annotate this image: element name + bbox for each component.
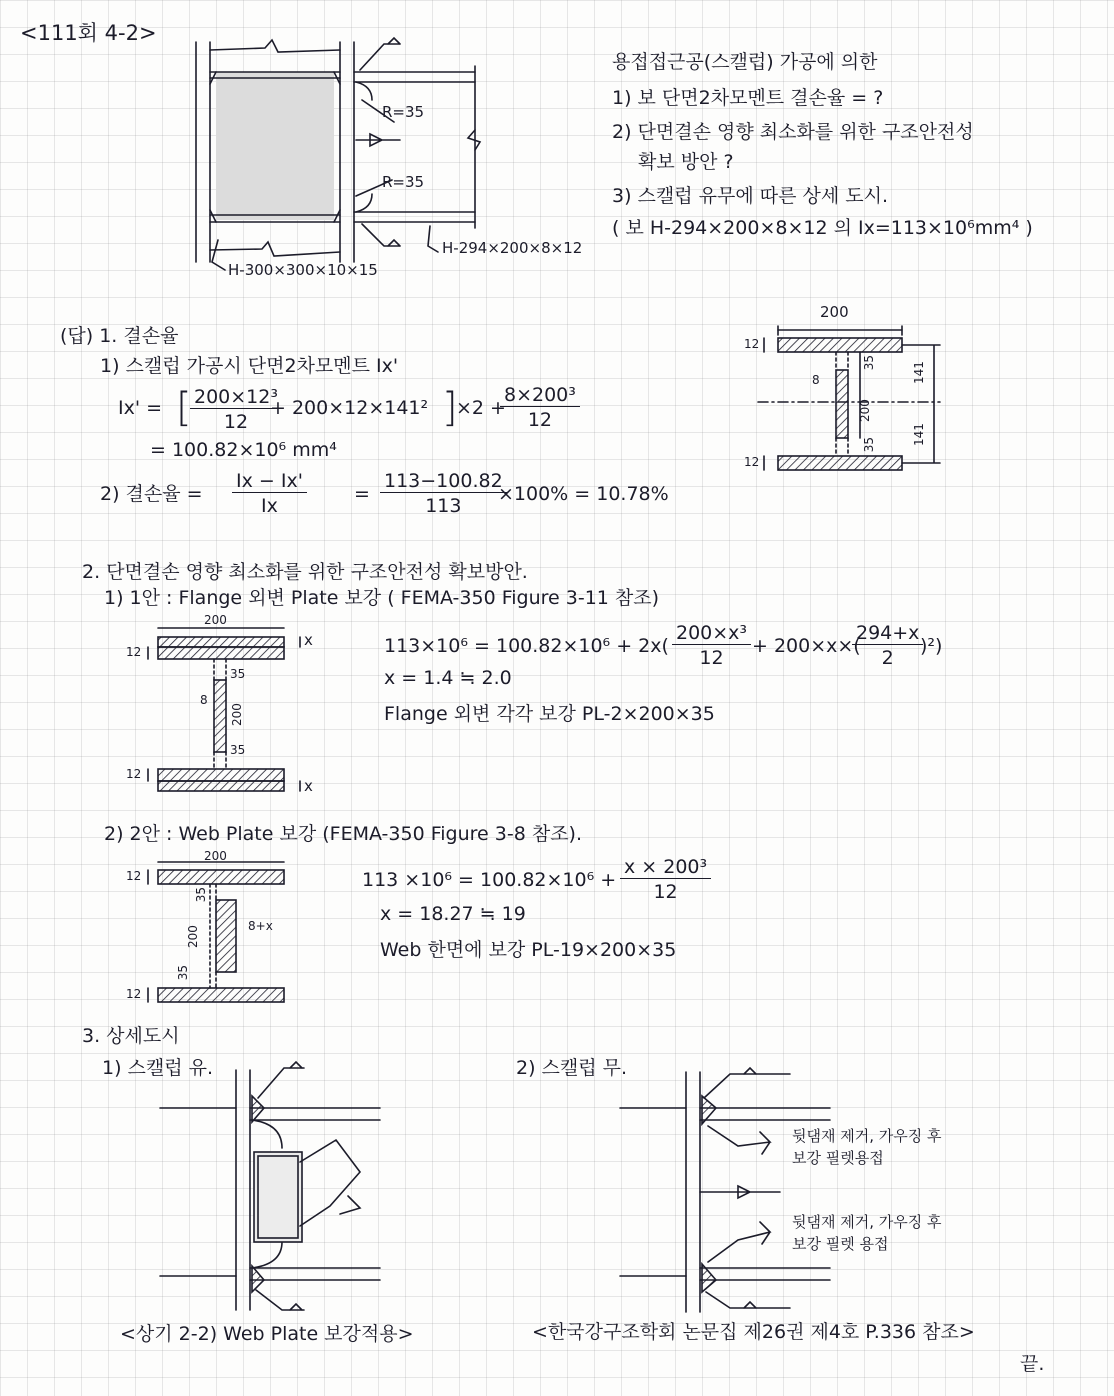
- eq1-frac2: [500, 384, 580, 431]
- question-2a: 2) 단면결손 영향 최소화를 위한 구조안전성: [612, 121, 974, 143]
- section-half-top-label: 141: [911, 361, 926, 385]
- eq1-open-bracket: [: [176, 385, 192, 431]
- opt2-frac: [620, 856, 711, 903]
- option1-figure: [148, 628, 300, 791]
- opt1-frac1: [672, 622, 751, 669]
- opt1-fig-flange-top: 12: [126, 645, 142, 659]
- answer-heading: (답) 1. 결손율: [60, 325, 179, 347]
- opt2-x-value: x = 18.27 ≒ 19: [380, 903, 526, 925]
- option1-heading: 1) 1안 : Flange 외변 Plate 보강 ( FEMA-350 Figure 3-11 참조): [104, 587, 660, 609]
- opt2-result: Web 한면에 보강 PL-19×200×35: [380, 939, 677, 961]
- part2-heading: 2. 단면결손 영향 최소화를 위한 구조안전성 확보방안.: [82, 561, 528, 583]
- part3-heading: 3. 상세도시: [82, 1025, 180, 1047]
- eq1-bracket-tail: + 200×12×141²: [270, 397, 429, 419]
- opt2-eq-lhs: 113 ×10⁶ = 100.82×10⁶ +: [362, 869, 617, 891]
- section-half-bot-label: 141: [911, 423, 926, 447]
- opt1-fig-x-bot: x: [304, 777, 313, 795]
- question-1: 1) 보 단면2차모멘트 결손율 = ?: [612, 87, 884, 109]
- opt1-eq-lhs: 113×10⁶ = 100.82×10⁶ + 2x(: [384, 635, 669, 657]
- beam-section-figure: [758, 326, 940, 470]
- section-flange-bot-label: 12: [744, 455, 760, 469]
- problem-number: <111회 4-2>: [20, 21, 157, 45]
- opt1-fig-flange-bot: 12: [126, 767, 142, 781]
- given-data: ( 보 H-294×200×8×12 의 Ix=113×10⁶mm⁴ ): [612, 217, 1033, 239]
- opt2-fig-web-h: 200: [185, 925, 200, 949]
- section-web-h-label: 200: [857, 399, 872, 423]
- eq1-frac1-den: 12: [223, 411, 249, 433]
- opt1-result: Flange 외변 각각 보강 PL-2×200×35: [384, 703, 715, 725]
- eq1-frac1-num: 200×12³: [190, 386, 282, 409]
- answer-step1: 1) 스캘럽 가공시 단면2차모멘트 Ix': [100, 355, 399, 377]
- section-width-label: 200: [820, 303, 849, 321]
- option2-heading: 2) 2안 : Web Plate 보강 (FEMA-350 Figure 3-8 참조).: [104, 823, 582, 845]
- opt1-fig-scallop-bot: 35: [230, 743, 246, 757]
- opt1-frac1-den: 12: [699, 647, 724, 669]
- detail2-caption: <한국강구조학회 논문집 제26권 제4호 P.336 참조>: [532, 1321, 975, 1343]
- loss-eq-sign: =: [354, 483, 370, 505]
- loss-frac2-den: 113: [425, 495, 462, 517]
- opt1-frac1-num: 200×x³: [672, 622, 751, 645]
- detail2-note2a: 뒷댐재 제거, 가우징 후: [792, 1213, 942, 1231]
- opt2-fig-8x: 8+x: [248, 919, 273, 933]
- section-scallop-bot-label: 35: [862, 436, 877, 453]
- eq1-lhs: Ix' =: [118, 397, 163, 419]
- opt1-frac2-num: 294+x: [852, 622, 923, 645]
- end-mark: 끝.: [1020, 1353, 1045, 1375]
- question-title: 용접접근공(스캘럽) 가공에 의한: [612, 51, 878, 73]
- opt1-eq-mid: + 200×x×(: [752, 635, 861, 657]
- eq1-frac1: [190, 386, 282, 433]
- opt2-fig-scallop-top: 35: [194, 886, 209, 903]
- opt2-frac-num: x × 200³: [620, 856, 711, 879]
- section-scallop-top-label: 35: [862, 354, 877, 371]
- opt1-frac2-den: 2: [881, 647, 894, 669]
- detail1-heading: 1) 스캘럽 유.: [102, 1057, 214, 1079]
- opt1-eq-close: )²): [920, 635, 943, 657]
- opt1-fig-x-top: x: [304, 631, 313, 649]
- opt1-fig-scallop-top: 35: [230, 667, 246, 681]
- column-section-label: H-300×300×10×15: [228, 261, 378, 279]
- loss-rate-lhs: 2) 결손율 =: [100, 483, 203, 505]
- loss-frac1-num: Ix − Ix': [232, 470, 307, 493]
- opt1-fig-web-h: 200: [229, 703, 244, 727]
- loss-frac1-den: Ix: [261, 495, 278, 517]
- detail2-heading: 2) 스캘럽 무.: [516, 1057, 628, 1079]
- eq1-result: = 100.82×10⁶ mm⁴: [150, 439, 337, 461]
- detail2-note1a: 뒷댐재 제거, 가우징 후: [792, 1127, 942, 1145]
- opt1-frac2: [852, 622, 923, 669]
- detail1-caption: <상기 2-2) Web Plate 보강적용>: [120, 1323, 414, 1345]
- loss-frac2-num: 113−100.82: [380, 470, 507, 493]
- question-3: 3) 스캘럽 유무에 따른 상세 도시.: [612, 185, 888, 207]
- opt2-fig-width: 200: [204, 849, 227, 863]
- opt2-fig-flange-bot: 12: [126, 987, 142, 1001]
- opt2-fig-flange-top: 12: [126, 869, 142, 883]
- radius-bottom-label: R=35: [382, 173, 425, 191]
- section-web-t-label: 8: [812, 373, 820, 387]
- eq1-times2: ×2 +: [456, 397, 506, 419]
- opt1-fig-web-t: 8: [200, 693, 208, 707]
- detail1-figure: [160, 1062, 380, 1310]
- opt1-fig-width: 200: [204, 613, 227, 627]
- connection-figure: [196, 38, 480, 270]
- eq1-frac2-num: 8×200³: [500, 384, 580, 407]
- detail2-figure: [620, 1068, 830, 1312]
- loss-result: ×100% = 10.78%: [498, 483, 669, 505]
- eq1-close-bracket: ]: [442, 385, 458, 431]
- loss-frac2: [380, 470, 507, 517]
- loss-frac1: [232, 470, 307, 517]
- question-2b: 확보 방안 ?: [638, 151, 734, 173]
- eq1-frac2-den: 12: [527, 409, 553, 431]
- opt1-x-value: x = 1.4 ≒ 2.0: [384, 667, 512, 689]
- opt2-fig-scallop-bot: 35: [176, 964, 191, 981]
- beam-section-label: H-294×200×8×12: [442, 239, 583, 257]
- section-flange-top-label: 12: [744, 337, 760, 351]
- detail2-note2b: 보강 필렛 용접: [792, 1235, 889, 1253]
- detail2-note1b: 보강 필렛용접: [792, 1149, 884, 1167]
- radius-top-label: R=35: [382, 103, 425, 121]
- opt2-frac-den: 12: [653, 881, 678, 903]
